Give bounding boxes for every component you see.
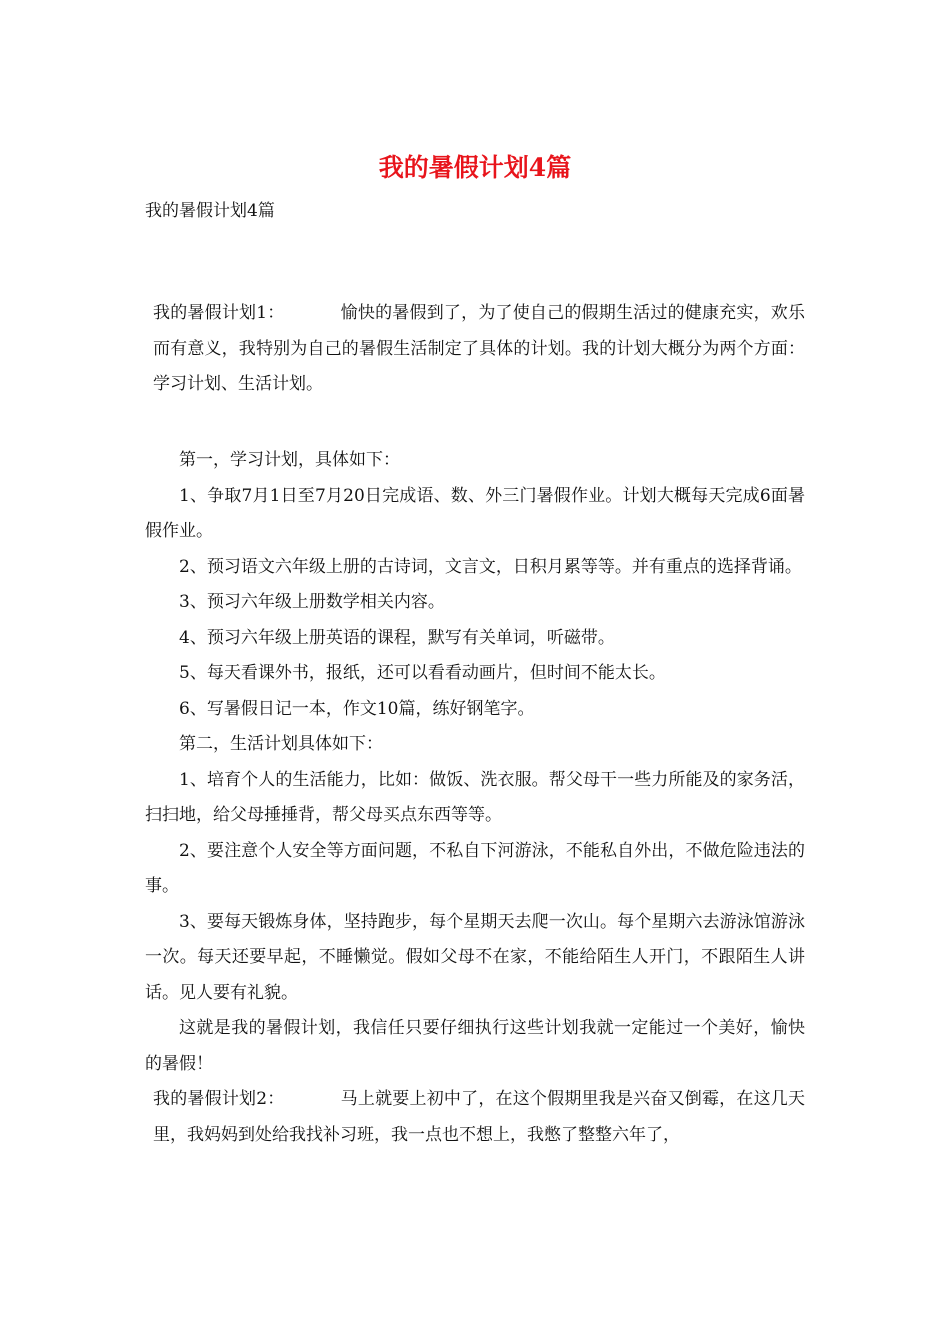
paragraph: 1、培育个人的生活能力，比如：做饭、洗衣服。帮父母干一些力所能及的家务活，扫扫地，给父母捶捶背，帮父母买点东西等等。 xyxy=(145,769,805,825)
paragraph: 第二，生活计划具体如下： xyxy=(179,734,383,754)
document-title: 我的暑假计划4篇 xyxy=(378,153,572,182)
plan1-intro-text: 愉快的暑假到了，为了使自己的假期生活过的健康充实，欢乐而有意义，我特别为自己的暑假生活制定了具体的计划。我的计划大概分为两个方面：学习计划、生活计划。 xyxy=(153,303,806,394)
paragraph: 第一，学习计划，具体如下： xyxy=(179,450,400,470)
paragraph: 3、要每天锻炼身体，坚持跑步，每个星期天去爬一次山。每个星期六去游泳馆游泳一次。每天还要早起，不睡懒觉。假如父母不在家，不能给陌生人开门，不跟陌生人讲话。见人要有礼貌。 xyxy=(145,911,805,1003)
paragraph: 2、预习语文六年级上册的古诗词，文言文，日积月累等等。并有重点的选择背诵。 xyxy=(179,556,802,577)
paragraph: 6、写暑假日记一本，作文10篇，练好钢笔字。 xyxy=(179,698,535,719)
paragraph: 4、预习六年级上册英语的课程，默写有关单词，听磁带。 xyxy=(179,627,615,648)
paragraph: 这就是我的暑假计划，我信任只要仔细执行这些计划我就一定能过一个美好，愉快的暑假！ xyxy=(145,1018,805,1074)
paragraph: 1、争取7月1日至7月20日完成语、数、外三门暑假作业。计划大概每天完成6面暑假作业。 xyxy=(145,485,805,541)
plan2-heading: 我的暑假计划2： xyxy=(153,1089,285,1109)
paragraph: 3、预习六年级上册数学相关内容。 xyxy=(179,592,445,612)
document-subtitle: 我的暑假计划4篇 xyxy=(145,201,275,221)
plan2-intro-paragraph xyxy=(145,1082,805,1153)
plan1-intro-block xyxy=(145,296,805,403)
paragraph: 2、要注意个人安全等方面问题，不私自下河游泳，不能私自外出，不做危险违法的事。 xyxy=(145,840,805,896)
plan1-heading: 我的暑假计划1： xyxy=(153,303,285,323)
plan2-intro-text: 马上就要上初中了，在这个假期里我是兴奋又倒霉，在这几天里，我妈妈到处给我找补习班，我一点也不想上，我憋了整整六年了， xyxy=(153,1089,806,1145)
plan1-intro-paragraph xyxy=(145,296,805,403)
plan1-body xyxy=(145,443,805,1153)
paragraph: 5、每天看课外书，报纸，还可以看看动画片，但时间不能太长。 xyxy=(179,663,666,683)
